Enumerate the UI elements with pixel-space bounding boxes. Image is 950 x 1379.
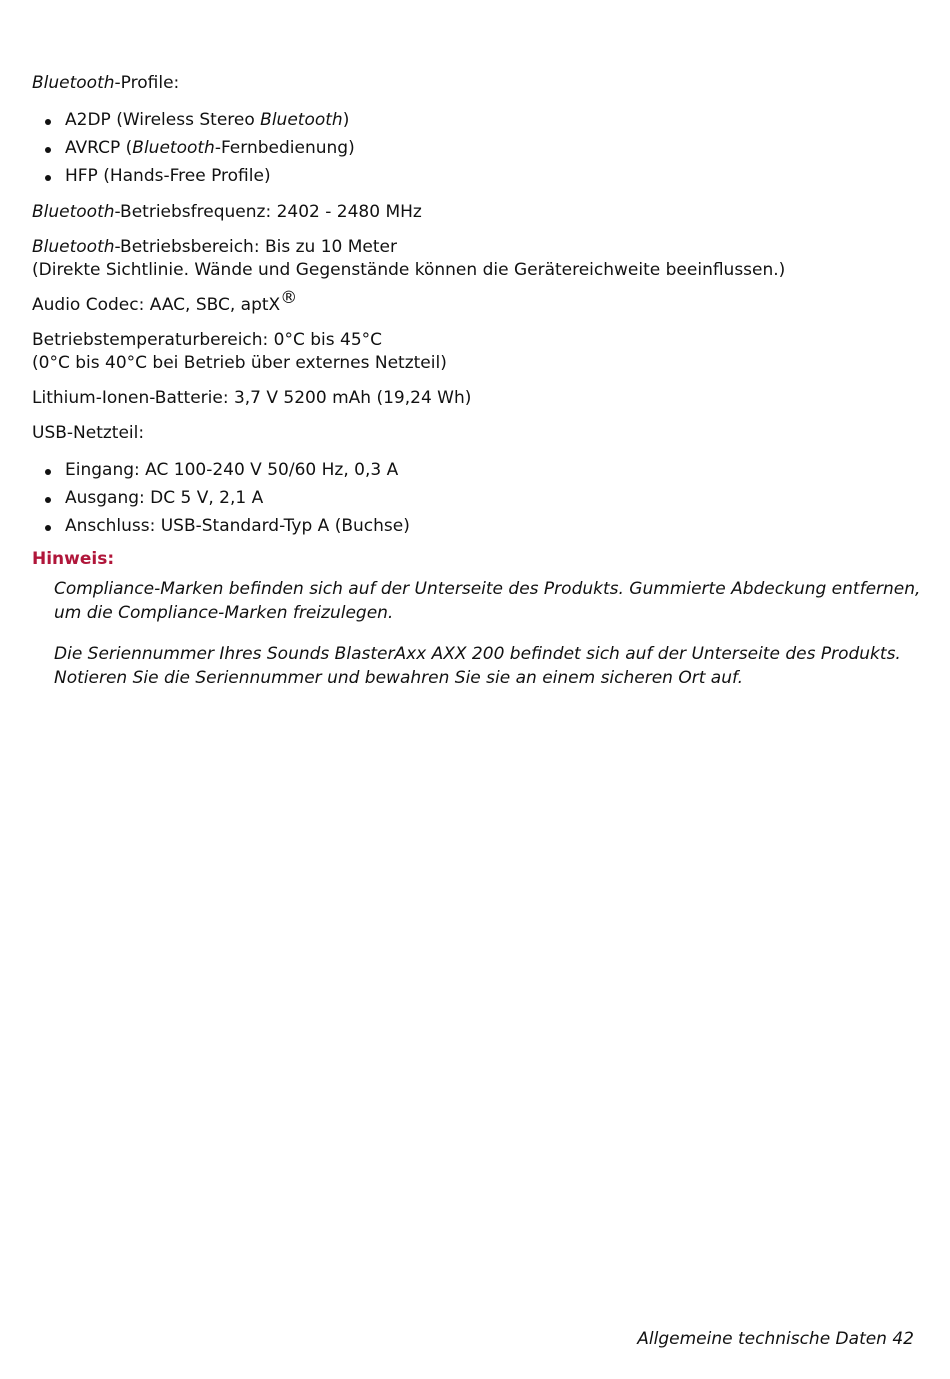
bluetooth-term: Bluetooth [32, 73, 115, 93]
usb-adapter-heading: USB-Netzteil: [32, 423, 145, 443]
temperature-range [32, 329, 922, 375]
battery-spec: Lithium-Ionen-Batterie: 3,7 V 5200 mAh (19,24 Wh) [32, 388, 472, 408]
item-text: ) [342, 110, 350, 130]
bullet-icon [45, 497, 51, 503]
range-note: (Direkte Sichtlinie. Wände und Gegenstände können die Gerätereichweite beeinflussen.) [32, 260, 786, 280]
temperature-note: (0°C bis 40°C bei Betrieb über externes Netzteil) [32, 353, 447, 373]
note-line: Compliance-Marken befinden sich auf der Unterseite des Produkts. Gummierte Abdeckung entfernen, [54, 579, 921, 599]
bullet-icon [45, 119, 51, 125]
list-item [32, 512, 922, 540]
note-paragraph [54, 577, 922, 625]
item-text: AVRCP ( [65, 138, 133, 158]
note-line: Notieren Sie die Seriennummer und bewahren Sie sie an einem sicheren Ort auf. [54, 668, 744, 688]
bluetooth-term: Bluetooth [260, 110, 343, 130]
temperature-text: Betriebstemperaturbereich: 0°C bis 45°C [32, 330, 383, 350]
item-text: HFP (Hands-Free Profile) [65, 166, 271, 186]
list-item [32, 162, 922, 190]
list-item [32, 106, 922, 134]
item-text: A2DP (Wireless Stereo [65, 110, 261, 130]
registered-mark: ® [280, 288, 298, 308]
operating-frequency [32, 201, 922, 224]
list-item [32, 484, 922, 512]
document-page [32, 72, 922, 690]
item-text: Anschluss: USB-Standard-Typ A (Buchse) [65, 516, 410, 536]
item-text: -Fernbedienung) [214, 138, 355, 158]
bluetooth-profiles-list [32, 106, 922, 190]
bluetooth-term: Bluetooth [32, 237, 115, 257]
item-text: Ausgang: DC 5 V, 2,1 A [65, 488, 264, 508]
note-paragraph [54, 642, 922, 690]
bullet-icon [45, 469, 51, 475]
list-item [32, 134, 922, 162]
page-footer: Allgemeine technische Daten 42 [637, 1329, 914, 1349]
frequency-text: -Betriebsfrequenz: 2402 - 2480 MHz [114, 202, 422, 222]
note-label: Hinweis: [32, 549, 115, 569]
operating-range [32, 236, 922, 282]
range-text: -Betriebsbereich: Bis zu 10 Meter [114, 237, 397, 257]
audio-codec [32, 288, 922, 317]
bullet-icon [45, 147, 51, 153]
note-line: Die Seriennummer Ihres Sounds BlasterAxx AXX 200 befindet sich auf der Unterseite des Produkts. [54, 644, 901, 664]
heading-text: -Profile: [114, 73, 180, 93]
bluetooth-term: Bluetooth [32, 202, 115, 222]
bullet-icon [45, 175, 51, 181]
list-item [32, 456, 922, 484]
bluetooth-profiles-heading [32, 72, 922, 95]
item-text: Eingang: AC 100-240 V 50/60 Hz, 0,3 A [65, 460, 399, 480]
note-line: um die Compliance-Marken freizulegen. [54, 603, 394, 623]
bluetooth-term: Bluetooth [132, 138, 215, 158]
note-body [54, 577, 922, 690]
bullet-icon [45, 525, 51, 531]
usb-adapter-list [32, 456, 922, 540]
codec-text: Audio Codec: AAC, SBC, aptX [32, 295, 281, 315]
